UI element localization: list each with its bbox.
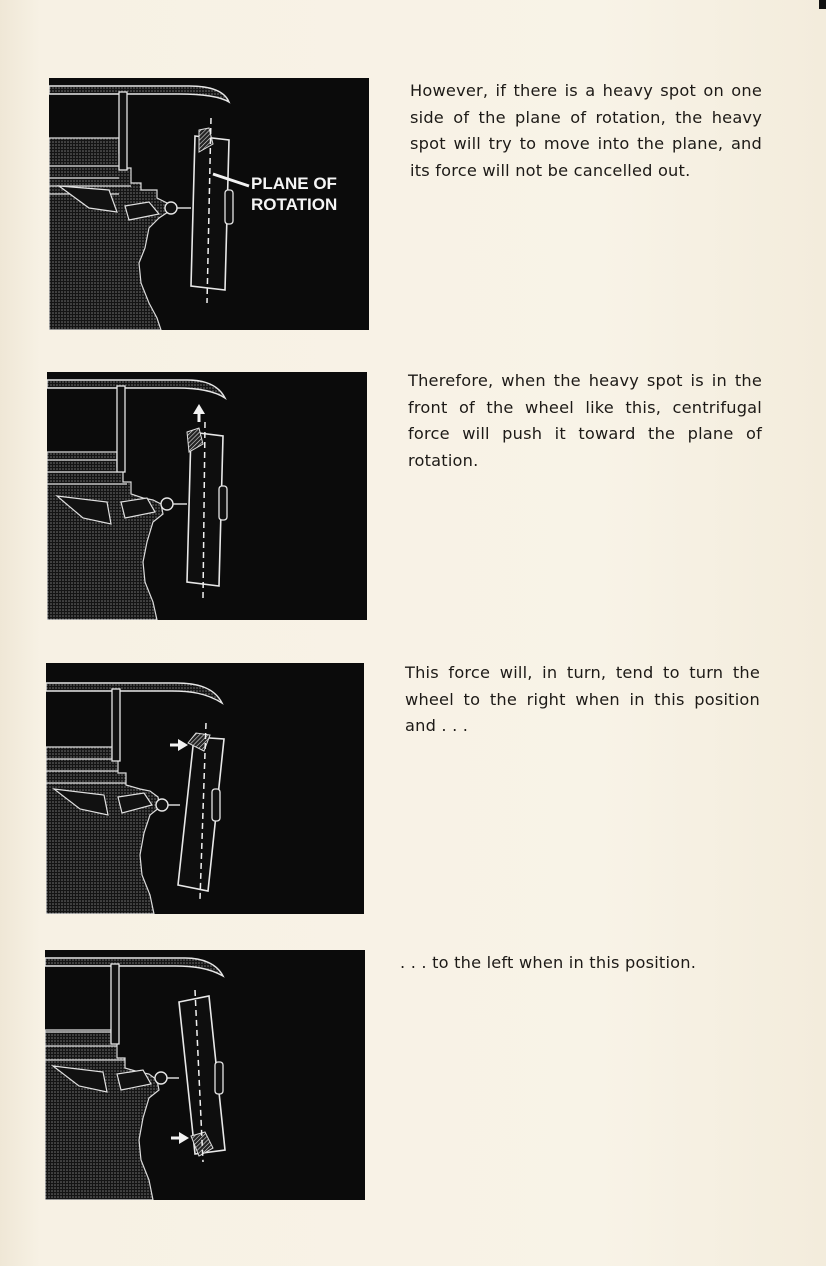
- figure-plane-of-rotation: [49, 78, 369, 330]
- figure-turn-right: [46, 663, 364, 914]
- wheel-illustration-1: [49, 78, 369, 330]
- plane-of-rotation-label-line2: ROTATION: [251, 195, 338, 214]
- wheel-illustration-4: [45, 950, 365, 1200]
- wheel-illustration-2: [47, 372, 367, 620]
- caption-3: This force will, in turn, tend to turn the wheel to the right when in this position and . . .: [405, 663, 760, 735]
- page-edge-mark: [819, 0, 826, 9]
- wheel-illustration-3: [46, 663, 364, 914]
- caption-4: . . . to the left when in this position.: [400, 953, 697, 972]
- plane-of-rotation-label-line1: PLANE OF: [251, 174, 337, 193]
- caption-1: However, if there is a heavy spot on one side of the plane of rotation, the heavy spot will try to move into the plane, and its force will not be cancelled out.: [410, 81, 762, 180]
- figure-heavy-spot-front: [47, 372, 367, 620]
- caption-2: Therefore, when the heavy spot is in the front of the wheel like this, centrifugal force will push it toward the plane of rotation.: [408, 371, 762, 470]
- figure-turn-left: [45, 950, 365, 1200]
